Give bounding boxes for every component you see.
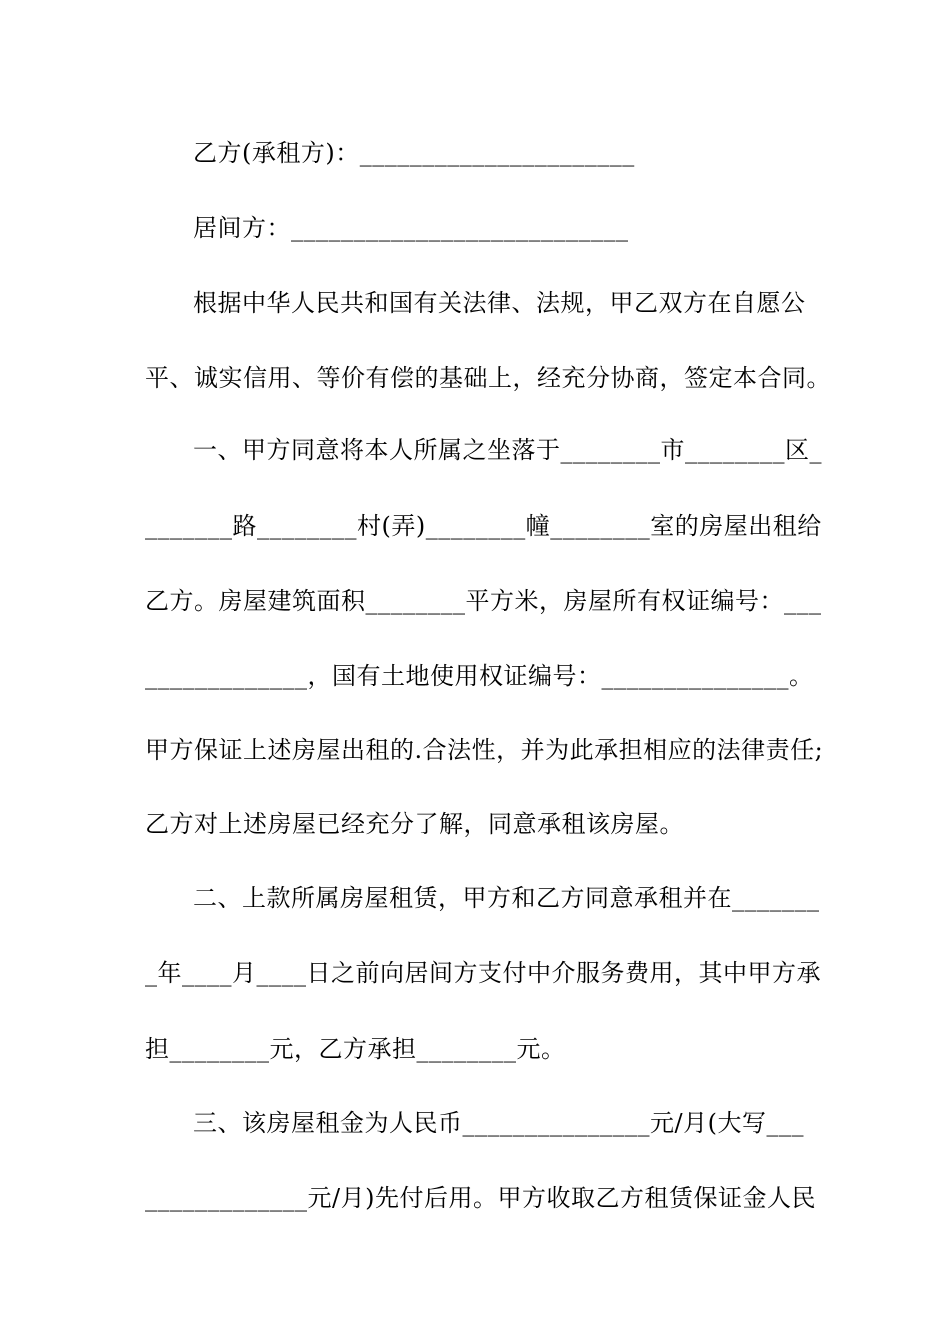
clause-1-line-3: 乙方。房屋建筑面积________平方米，房屋所有权证编号：___ xyxy=(145,587,822,615)
clause-3-line-2: _____________元/月)先付后用。甲方收取乙方租赁保证金人民 xyxy=(145,1184,816,1212)
clause-2-line-3: 担________元，乙方承担________元。 xyxy=(145,1035,566,1063)
clause-3-line-1: 三、该房屋租金为人民币_______________元/月(大写___ xyxy=(193,1109,804,1137)
clause-1-line-4: _____________，国有土地使用权证编号：_______________。 xyxy=(145,662,814,690)
preamble-line-1: 根据中华人民共和国有关法律、法规，甲乙双方在自愿公 xyxy=(193,289,806,317)
clause-2-line-2: _年____月____日之前向居间方支付中介服务费用，其中甲方承 xyxy=(145,959,821,987)
clause-1-line-6: 乙方对上述房屋已经充分了解，同意承租该房屋。 xyxy=(145,810,684,838)
clause-1-line-2: _______路________村(弄)________幢________室的房屋出租给 xyxy=(145,512,822,540)
lessee-line: 乙方(承租方)：______________________ xyxy=(193,139,635,167)
clause-1-line-1: 一、甲方同意将本人所属之坐落于________市________区_ xyxy=(193,436,822,464)
intermediary-line: 居间方：___________________________ xyxy=(193,214,629,242)
clause-1-line-5: 甲方保证上述房屋出租的.合法性，并为此承担相应的法律责任; xyxy=(145,736,824,764)
clause-2-line-1: 二、上款所属房屋租赁，甲方和乙方同意承租并在_______ xyxy=(193,884,820,912)
preamble-line-2: 平、诚实信用、等价有偿的基础上，经充分协商，签定本合同。 xyxy=(145,364,831,392)
